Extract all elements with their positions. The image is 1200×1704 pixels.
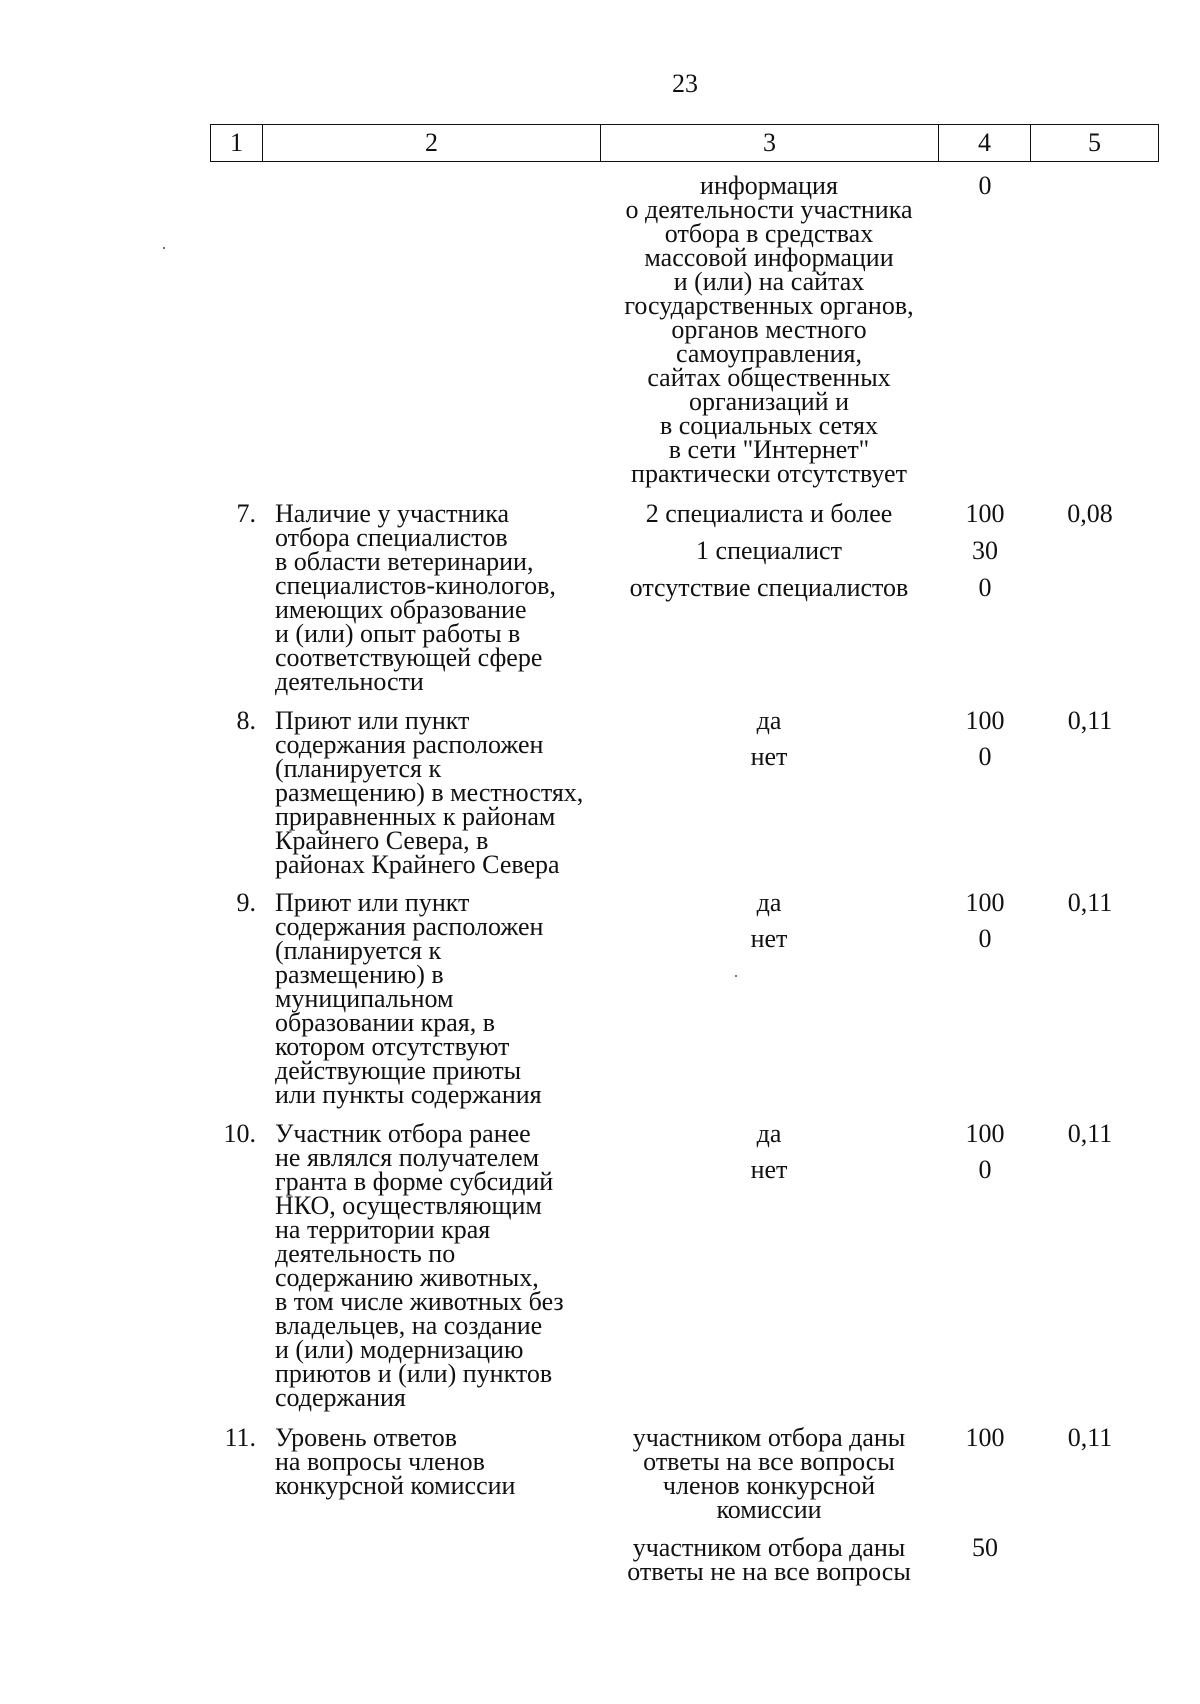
criterion-text: Приют или пункт содержания расположен (планируется к размещению) в местностях, приравненных к районам Крайнего Севера, в районах Крайнего Севера [275, 706, 584, 879]
row-number: 10. [223, 1119, 256, 1148]
criterion-weight: 0,11 [1067, 706, 1113, 735]
column-header-5: 5 [1031, 125, 1159, 162]
row-number: 7. [236, 499, 256, 528]
column-header-2: 2 [263, 125, 601, 162]
option-text: участником отбора даны ответы на все вопросы членов конкурсной комиссии [632, 1423, 906, 1524]
option-score: 100 [965, 888, 1005, 917]
option-text: нет [750, 1155, 788, 1184]
column-header-1: 1 [211, 125, 263, 162]
option-score: 0 [978, 742, 992, 771]
column-header-4: 4 [939, 125, 1031, 162]
option-text: участником отбора даны ответы не на все вопросы [627, 1533, 911, 1586]
option-score: 0 [978, 573, 992, 602]
criterion-text: Наличие у участника отбора специалистов в области ветеринарии, специалистов-кинологов, имеющих образование и (или) опыт работы в соответствующей сфере деятельности [275, 499, 556, 696]
option-text: отсутствие специалистов [629, 573, 909, 602]
page-number: 23 [672, 69, 698, 98]
criterion-text: Приют или пункт содержания расположен (планируется к размещению) в муниципальном образовании края, в котором отсутствуют действующие приюты или пункты содержания [275, 888, 544, 1109]
continuation-option-text: информация о деятельности участника отбора в средствах массовой информации и (или) на сайтах государственных органов, органов местного самоуправления, сайтах общественных организаций и в социальных сетях в сети "Интернет" практически отсутствует [624, 171, 914, 488]
column-header-3: 3 [601, 125, 939, 162]
option-text: 1 специалист [696, 536, 842, 565]
option-text: да [756, 706, 782, 735]
row-number: 11. [224, 1423, 256, 1452]
option-text: да [756, 888, 782, 917]
option-score: 100 [965, 499, 1005, 528]
option-text: нет [750, 742, 788, 771]
column-header-row [211, 125, 1159, 162]
option-score: 50 [972, 1533, 998, 1562]
option-text: да [756, 1119, 782, 1148]
row-number: 8. [236, 706, 256, 735]
criterion-weight: 0,11 [1067, 888, 1113, 917]
criterion-weight: 0,08 [1067, 499, 1113, 528]
option-score: 0 [978, 1155, 992, 1184]
option-score: 100 [965, 706, 1005, 735]
row-number: 9. [236, 888, 256, 917]
option-text: 2 специалиста и более [645, 499, 893, 528]
criterion-weight: 0,11 [1067, 1119, 1113, 1148]
scan-speck [735, 975, 737, 977]
criterion-text: Уровень ответов на вопросы членов конкурсной комиссии [275, 1423, 516, 1500]
continuation-score: 0 [978, 171, 992, 200]
column-header-table [210, 124, 1159, 162]
option-score: 30 [972, 536, 998, 565]
option-score: 100 [965, 1119, 1005, 1148]
option-score: 0 [978, 924, 992, 953]
criterion-weight: 0,11 [1067, 1423, 1113, 1452]
option-score: 100 [965, 1423, 1005, 1452]
option-text: нет [750, 924, 788, 953]
scan-speck [163, 247, 165, 249]
criterion-text: Участник отбора ранее не являлся получателем гранта в форме субсидий НКО, осуществляющим на территории края деятельность по содержанию животных, в том числе животных без владельцев, на создание и (или) модернизацию приютов и (или) пунктов содержания [275, 1119, 564, 1412]
